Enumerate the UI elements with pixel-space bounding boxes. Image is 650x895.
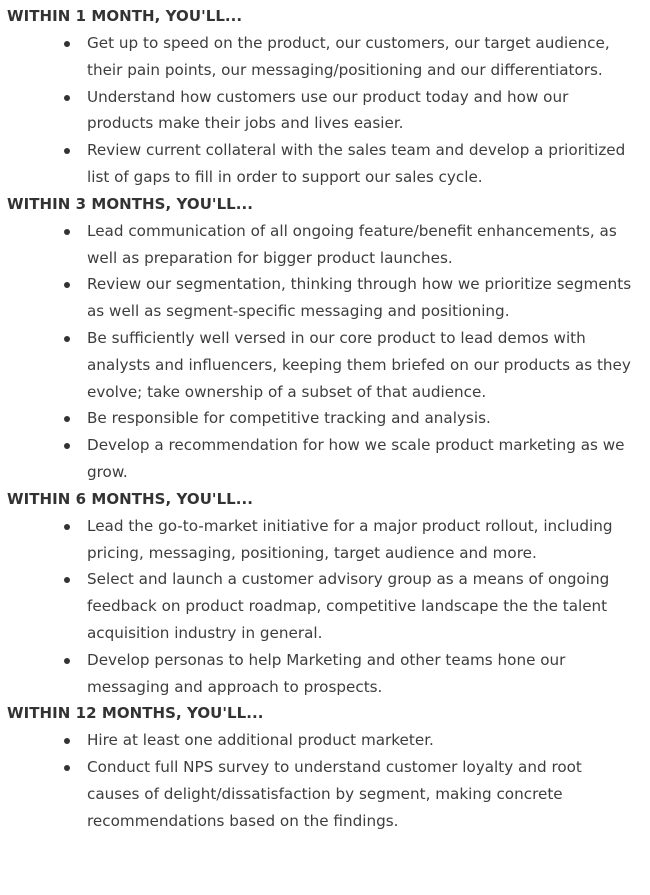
list-item-text: Be sufficiently well versed in our core product to lead demos with analysts and influencers, keeping them briefed on our products as they evolve; take ownership of a subset of that audience.	[87, 328, 631, 401]
list-item	[87, 405, 644, 432]
list-item	[87, 84, 644, 138]
list-item	[87, 271, 644, 325]
list-item-text: Conduct full NPS survey to understand customer loyalty and root causes of delight/dissatisfaction by segment, making concrete recommendations based on the findings.	[87, 758, 582, 830]
bullet-list	[7, 30, 644, 191]
list-item	[87, 513, 644, 567]
list-item-text: Be responsible for competitive tracking and analysis.	[87, 409, 491, 428]
list-item	[87, 727, 644, 754]
bullet-icon	[64, 658, 70, 664]
list-item	[87, 432, 644, 486]
list-item-text: Lead the go-to-market initiative for a major product rollout, including pricing, messaging, positioning, target audience and more.	[87, 516, 613, 562]
list-item	[87, 325, 644, 405]
list-item-text: Lead communication of all ongoing feature/benefit enhancements, as well as preparation for bigger product launches.	[87, 221, 617, 267]
section-12-months	[7, 700, 644, 834]
bullet-list	[7, 513, 644, 701]
bullet-list	[7, 218, 644, 486]
list-item	[87, 30, 644, 84]
bullet-icon	[64, 95, 70, 101]
bullet-icon	[64, 738, 70, 744]
bullet-icon	[64, 765, 70, 771]
list-item-text: Hire at least one additional product marketer.	[87, 731, 434, 750]
bullet-icon	[64, 416, 70, 422]
list-item	[87, 754, 644, 834]
section-1-month	[7, 3, 644, 191]
section-heading: WITHIN 3 MONTHS, YOU'LL...	[7, 194, 254, 213]
list-item-text: Review current collateral with the sales team and develop a prioritized list of gaps to fill in order to support our sales cycle.	[87, 141, 626, 186]
bullet-icon	[64, 41, 70, 47]
list-item-text: Develop personas to help Marketing and other teams hone our messaging and approach to prospects.	[87, 650, 566, 696]
list-item-text: Develop a recommendation for how we scale product marketing as we grow.	[87, 436, 625, 481]
list-item-text: Get up to speed on the product, our customers, our target audience, their pain points, our messaging/positioning and our differentiators.	[87, 34, 610, 79]
section-heading: WITHIN 6 MONTHS, YOU'LL...	[7, 489, 254, 508]
bullet-icon	[64, 524, 70, 530]
list-item-text: Select and launch a customer advisory group as a means of ongoing feedback on product roadmap, competitive landscape the the talent acquisition industry in general.	[87, 570, 610, 642]
list-item	[87, 137, 644, 191]
bullet-icon	[64, 336, 70, 342]
list-item	[87, 218, 644, 272]
list-item	[87, 566, 644, 646]
bullet-icon	[64, 577, 70, 583]
bullet-list	[7, 727, 644, 834]
list-item-text: Review our segmentation, thinking through how we prioritize segments as well as segment-specific messaging and positioning.	[87, 275, 632, 321]
section-6-months	[7, 486, 644, 701]
section-heading: WITHIN 1 MONTH, YOU'LL...	[7, 7, 243, 25]
list-item-text: Understand how customers use our product today and how our products make their jobs and lives easier.	[87, 87, 569, 133]
bullet-icon	[64, 148, 70, 154]
bullet-icon	[64, 229, 70, 235]
section-heading: WITHIN 12 MONTHS, YOU'LL...	[7, 704, 264, 723]
bullet-icon	[64, 443, 70, 449]
list-item	[87, 647, 644, 701]
section-3-months	[7, 191, 644, 486]
bullet-icon	[64, 282, 70, 288]
